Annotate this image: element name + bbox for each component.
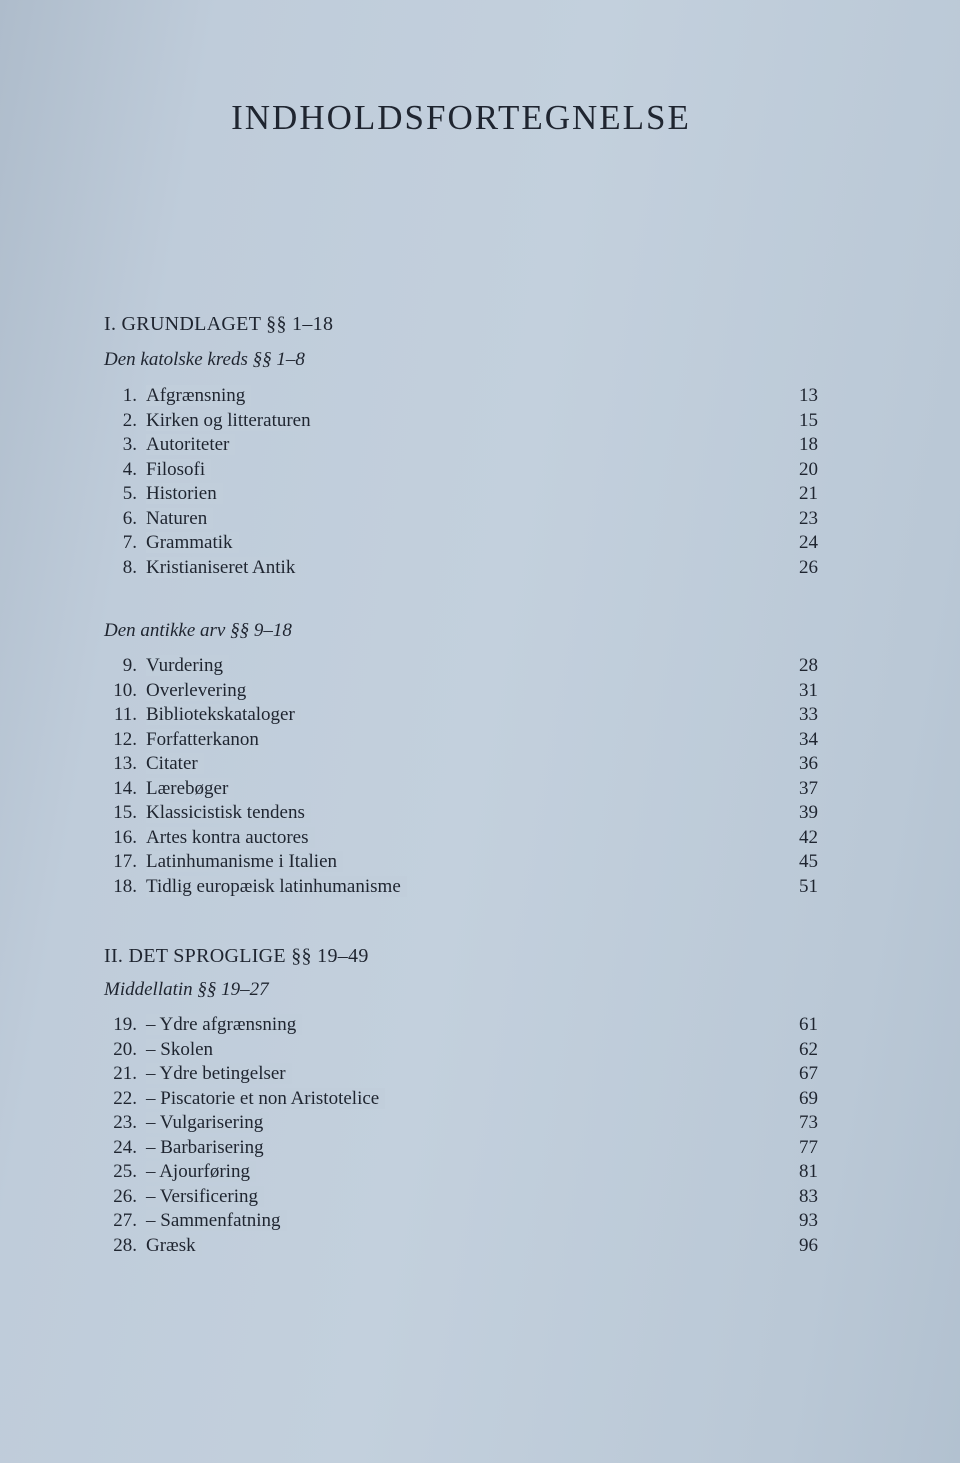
- toc-entry: [100, 556, 818, 581]
- toc-entry: [100, 1087, 818, 1112]
- entry-page-number: 93: [799, 1210, 818, 1231]
- toc-entry: [100, 1160, 818, 1185]
- toc-entry: [100, 1209, 818, 1234]
- entry-number: 4.: [122, 458, 137, 480]
- chapter-heading: Den antikke arv §§ 9–18: [104, 620, 292, 641]
- entry-number: 13.: [113, 753, 137, 774]
- entry-number: 6.: [122, 507, 137, 529]
- toc-list: [100, 654, 818, 899]
- entry-title: – Piscatorie et non Aristotelice: [146, 1088, 385, 1109]
- entry-number: 1.: [122, 385, 137, 406]
- toc-entry: [100, 1136, 818, 1161]
- entry-page-number: 33: [799, 704, 818, 725]
- entry-title: Græsk: [146, 1235, 202, 1256]
- entry-page-number: 18: [799, 434, 818, 455]
- entry-page-number: 61: [799, 1014, 818, 1035]
- toc-entry: [100, 703, 818, 728]
- entry-title: – Ajourføring: [146, 1161, 256, 1182]
- entry-page-number: 20: [799, 458, 818, 480]
- toc-list: [100, 384, 818, 580]
- entry-title: Tidlig europæisk latinhumanisme: [146, 876, 407, 897]
- entry-number: 26.: [113, 1185, 137, 1207]
- entry-number: 28.: [113, 1234, 137, 1256]
- toc-entry: [100, 433, 818, 458]
- entry-page-number: 28: [799, 655, 818, 676]
- toc-entry: [100, 679, 818, 704]
- entry-number: 9.: [122, 655, 137, 676]
- entry-number: 24.: [113, 1136, 137, 1158]
- entry-title: Autoriteter: [146, 434, 235, 455]
- entry-number: 3.: [122, 434, 137, 455]
- entry-title: – Versificering: [146, 1186, 264, 1207]
- entry-title: Forfatterkanon: [146, 729, 265, 750]
- entry-page-number: 31: [799, 679, 818, 701]
- entry-page-number: 24: [799, 532, 818, 553]
- entry-number: 7.: [122, 532, 137, 553]
- toc-entry: [100, 507, 818, 532]
- entry-title: Vurdering: [146, 655, 229, 676]
- entry-title: Latinhumanisme i Italien: [146, 851, 343, 872]
- entry-number: 21.: [113, 1063, 137, 1084]
- toc-entry: [100, 875, 818, 900]
- entry-page-number: 96: [799, 1234, 818, 1256]
- entry-title: Lærebøger: [146, 778, 234, 799]
- entry-page-number: 83: [799, 1185, 818, 1207]
- entry-title: Filosofi: [146, 459, 211, 480]
- entry-title: Historien: [146, 483, 223, 504]
- entry-number: 17.: [113, 851, 137, 872]
- entry-page-number: 26: [799, 556, 818, 578]
- entry-title: Grammatik: [146, 532, 239, 553]
- toc-entry: [100, 409, 818, 434]
- entry-number: 25.: [113, 1161, 137, 1182]
- toc-entry: [100, 1185, 818, 1210]
- toc-entry: [100, 1038, 818, 1063]
- entry-number: 12.: [113, 728, 137, 750]
- entry-title: – Skolen: [146, 1039, 219, 1060]
- entry-page-number: 39: [799, 802, 818, 823]
- entry-title: – Ydre afgrænsning: [146, 1014, 302, 1035]
- entry-page-number: 37: [799, 777, 818, 799]
- entry-page-number: 73: [799, 1112, 818, 1133]
- entry-number: 2.: [122, 409, 137, 431]
- entry-page-number: 21: [799, 483, 818, 504]
- entry-title: – Barbarisering: [146, 1137, 270, 1158]
- toc-entry: [100, 1013, 818, 1038]
- entry-page-number: 67: [799, 1063, 818, 1084]
- entry-page-number: 51: [799, 875, 818, 897]
- entry-title: Bibliotekskataloger: [146, 704, 301, 725]
- toc-entry: [100, 458, 818, 483]
- toc-entry: [100, 728, 818, 753]
- chapter-heading: Middellatin §§ 19–27: [104, 979, 269, 1000]
- entry-page-number: 13: [799, 385, 818, 406]
- entry-title: Artes kontra auctores: [146, 827, 315, 848]
- entry-title: Kirken og litteraturen: [146, 410, 317, 431]
- toc-list: [100, 1013, 818, 1258]
- entry-number: 14.: [113, 777, 137, 799]
- entry-page-number: 34: [799, 728, 818, 750]
- entry-number: 8.: [122, 556, 137, 578]
- entry-number: 16.: [113, 826, 137, 848]
- entry-title: – Ydre betingelser: [146, 1063, 292, 1084]
- entry-page-number: 23: [799, 507, 818, 529]
- entry-title: Kristianiseret Antik: [146, 557, 301, 578]
- part-heading: I. GRUNDLAGET §§ 1–18: [104, 313, 334, 335]
- entry-number: 20.: [113, 1038, 137, 1060]
- page-title: INDHOLDSFORTEGNELSE: [231, 98, 691, 137]
- toc-entry: [100, 654, 818, 679]
- entry-number: 27.: [113, 1210, 137, 1231]
- toc-entry: [100, 801, 818, 826]
- entry-number: 22.: [113, 1087, 137, 1109]
- part-heading: II. DET SPROGLIGE §§ 19–49: [104, 945, 369, 967]
- entry-number: 10.: [113, 679, 137, 701]
- toc-entry: [100, 1062, 818, 1087]
- toc-entry: [100, 531, 818, 556]
- entry-number: 23.: [113, 1112, 137, 1133]
- entry-page-number: 77: [799, 1136, 818, 1158]
- entry-number: 18.: [113, 875, 137, 897]
- entry-page-number: 62: [799, 1038, 818, 1060]
- entry-title: – Vulgarisering: [146, 1112, 269, 1133]
- chapter-heading: Den katolske kreds §§ 1–8: [104, 349, 305, 370]
- entry-title: Naturen: [146, 508, 213, 529]
- entry-page-number: 69: [799, 1087, 818, 1109]
- toc-entry: [100, 1111, 818, 1136]
- entry-title: Klassicistisk tendens: [146, 802, 311, 823]
- entry-number: 19.: [113, 1014, 137, 1035]
- entry-title: Overlevering: [146, 680, 252, 701]
- toc-entry: [100, 1234, 818, 1259]
- entry-number: 5.: [122, 483, 137, 504]
- entry-title: Afgrænsning: [146, 385, 251, 406]
- toc-entry: [100, 384, 818, 409]
- toc-entry: [100, 482, 818, 507]
- toc-entry: [100, 826, 818, 851]
- entry-page-number: 15: [799, 409, 818, 431]
- entry-page-number: 42: [799, 826, 818, 848]
- toc-entry: [100, 850, 818, 875]
- entry-title: – Sammenfatning: [146, 1210, 287, 1231]
- entry-number: 15.: [113, 802, 137, 823]
- entry-page-number: 36: [799, 753, 818, 774]
- toc-entry: [100, 777, 818, 802]
- entry-title: Citater: [146, 753, 204, 774]
- entry-page-number: 81: [799, 1161, 818, 1182]
- entry-page-number: 45: [799, 851, 818, 872]
- entry-number: 11.: [113, 704, 137, 725]
- toc-entry: [100, 752, 818, 777]
